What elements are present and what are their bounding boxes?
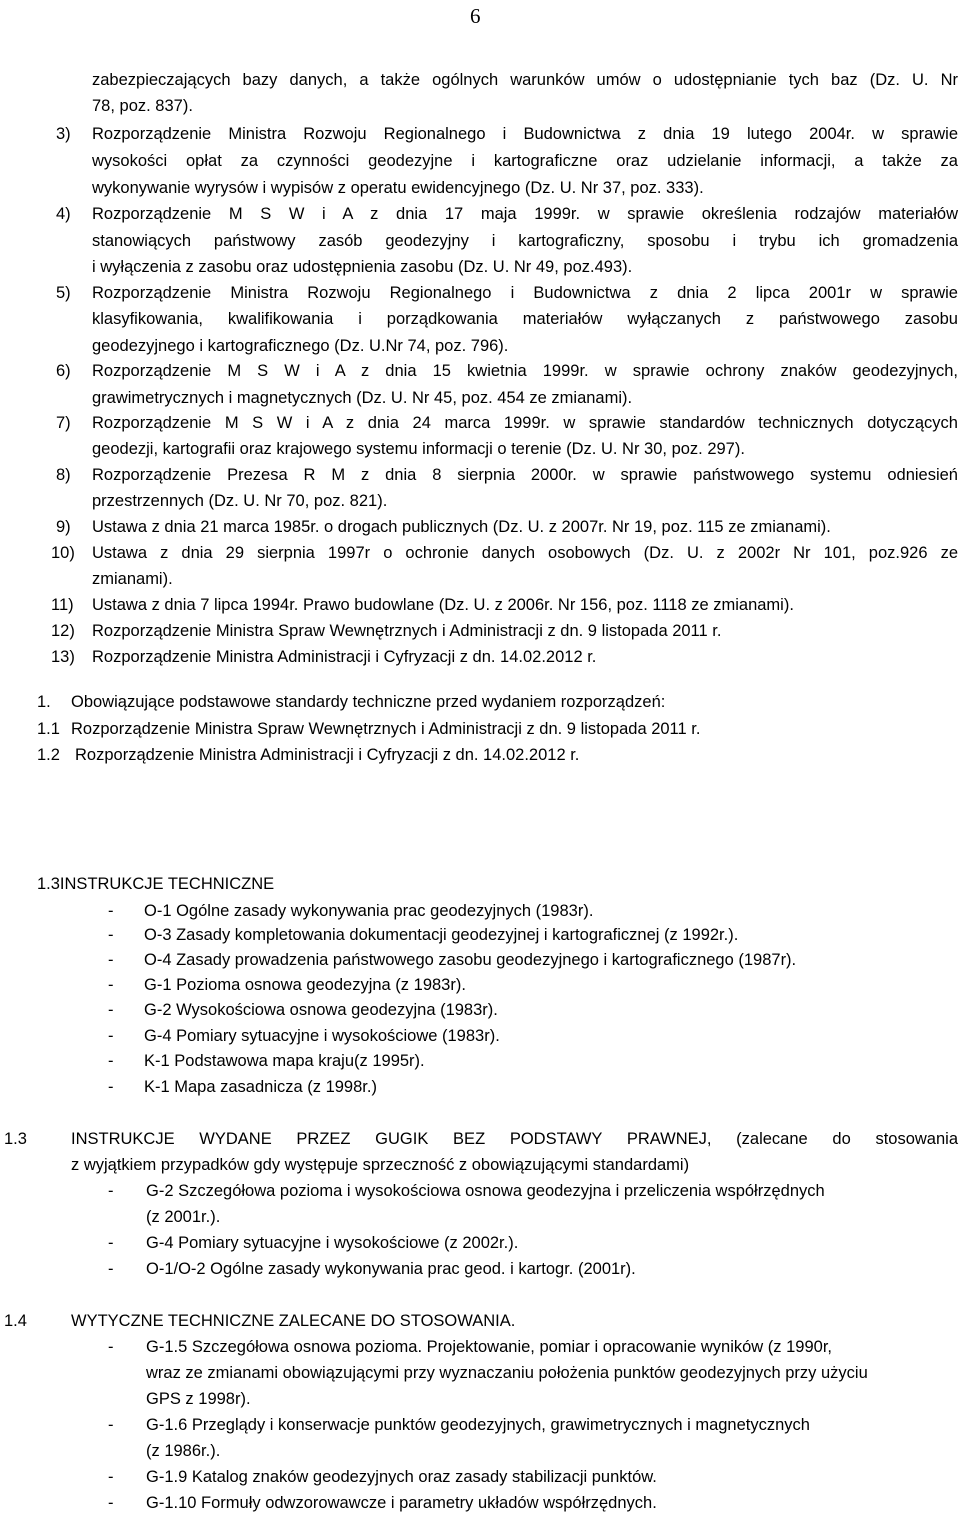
- bullet-dash: -: [108, 926, 114, 944]
- section-heading: INSTRUKCJE WYDANE PRZEZ GUGIK BEZ PODSTAWY PRAWNEJ, (zalecane do stosowania: [71, 1130, 958, 1148]
- bullet-dash: -: [108, 1468, 114, 1486]
- standard-item: Rozporządzenie Ministra Spraw Wewnętrznych i Administracji z dn. 9 listopada 2011 r.: [71, 720, 701, 738]
- list-item-line: Rozporządzenie Ministra Administracji i Cyfryzacji z dn. 14.02.2012 r.: [92, 648, 597, 666]
- list-item-line: wykonywanie wyrysów i wypisów z operatu ewidencyjnego (Dz. U. Nr 37, poz. 333).: [92, 179, 704, 197]
- list-item-line: geodezji, kartografii oraz krajowego systemu informacji o terenie (Dz. U. Nr 30, poz. 297).: [92, 440, 745, 458]
- bullet-dash: -: [108, 1027, 114, 1045]
- bullet-dash: -: [108, 1260, 114, 1278]
- list-number: 10): [51, 544, 75, 562]
- section-heading: WYTYCZNE TECHNICZNE ZALECANE DO STOSOWANIA.: [71, 1312, 516, 1330]
- list-item-line: zmianami).: [92, 570, 173, 588]
- list-item-line: klasyfikowania, kwalifikowania i porządkowania materiałów wyłączanych z państwowego zasobu: [92, 310, 958, 328]
- list-item-line: Rozporządzenie Ministra Spraw Wewnętrznych i Administracji z dn. 9 listopada 2011 r.: [92, 622, 722, 640]
- gugik-item-line: G-2 Szczegółowa pozioma i wysokościowa osnowa geodezyjna i przeliczenia współrzędnych: [146, 1182, 825, 1200]
- list-item-line: Rozporządzenie M S W i A z dnia 24 marca 1999r. w sprawie standardów technicznych dotyczących: [92, 414, 958, 432]
- list-item-line: grawimetrycznych i magnetycznych (Dz. U. Nr 45, poz. 454 ze zmianami).: [92, 389, 633, 407]
- list-item-line: Rozporządzenie M S W i A z dnia 15 kwietnia 1999r. w sprawie ochrony znaków geodezyjnych,: [92, 362, 958, 380]
- instruction-item: O-3 Zasady kompletowania dokumentacji geodezyjnej i kartograficznej (z 1992r.).: [144, 926, 739, 944]
- list-item-line: geodezyjnego i kartograficznego (Dz. U.Nr 74, poz. 796).: [92, 337, 509, 355]
- standard-item: Rozporządzenie Ministra Administracji i Cyfryzacji z dn. 14.02.2012 r.: [75, 746, 580, 764]
- guideline-item-line: wraz ze zmianami obowiązującymi przy wyznaczaniu położenia punktów geodezyjnych przy użyciu: [146, 1364, 868, 1382]
- section-number: 1.4: [4, 1312, 27, 1330]
- list-number: 4): [56, 205, 71, 223]
- list-item-line: Rozporządzenie Ministra Rozwoju Regionalnego i Budownictwa z dnia 2 lipca 2001r w sprawie: [92, 284, 958, 302]
- guideline-item-line: G-1.5 Szczegółowa osnowa pozioma. Projektowanie, pomiar i opracowanie wyników (z 1990r,: [146, 1338, 833, 1356]
- section-number: 1.3: [4, 1130, 27, 1148]
- list-item-line: wysokości opłat za czynności geodezyjne i kartograficzne oraz udzielanie informacji, a także za: [92, 152, 958, 170]
- bullet-dash: -: [108, 1494, 114, 1512]
- instruction-item: G-4 Pomiary sytuacyjne i wysokościowe (1983r).: [144, 1027, 500, 1045]
- section-number: 1.: [37, 693, 51, 711]
- list-item-line: stanowiących państwowy zasób geodezyjny i kartograficzny, sposobu i trybu ich gromadzenia: [92, 232, 958, 250]
- list-item-line: Rozporządzenie Prezesa R M z dnia 8 sierpnia 2000r. w sprawie państwowego systemu odniesień: [92, 466, 958, 484]
- gugik-item-line: G-4 Pomiary sytuacyjne i wysokościowe (z 2002r.).: [146, 1234, 519, 1252]
- guideline-item-line: GPS z 1998r).: [146, 1390, 251, 1408]
- bullet-dash: -: [108, 951, 114, 969]
- section-heading: 1.3INSTRUKCJE TECHNICZNE: [37, 875, 275, 893]
- list-item-line: Ustawa z dnia 7 lipca 1994r. Prawo budowlane (Dz. U. z 2006r. Nr 156, poz. 1118 ze zmianami).: [92, 596, 794, 614]
- gugik-item-line: O-1/O-2 Ogólne zasady wykonywania prac geod. i kartogr. (2001r).: [146, 1260, 636, 1278]
- bullet-dash: -: [108, 976, 114, 994]
- list-number: 7): [56, 414, 71, 432]
- instruction-item: O-4 Zasady prowadzenia państwowego zasobu geodezyjnego i kartograficznego (1987r).: [144, 951, 797, 969]
- list-number: 3): [56, 125, 71, 143]
- instruction-item: G-1 Pozioma osnowa geodezyjna (z 1983r).: [144, 976, 466, 994]
- bullet-dash: -: [108, 1001, 114, 1019]
- instruction-item: O-1 Ogólne zasady wykonywania prac geodezyjnych (1983r).: [144, 902, 594, 920]
- list-number: 5): [56, 284, 71, 302]
- guideline-item-line: G-1.6 Przeglądy i konserwacje punktów geodezyjnych, grawimetrycznych i magnetycznych: [146, 1416, 810, 1434]
- list-item-line: Rozporządzenie Ministra Rozwoju Regionalnego i Budownictwa z dnia 19 lutego 2004r. w sprawie: [92, 125, 958, 143]
- bullet-dash: -: [108, 1416, 114, 1434]
- list-number: 6): [56, 362, 71, 380]
- instruction-item: K-1 Mapa zasadnicza (z 1998r.): [144, 1078, 377, 1096]
- list-item-continuation-line: zabezpieczających bazy danych, a także ogólnych warunków umów o udostępnianie tych baz (Dz. U. Nr: [92, 71, 958, 89]
- section-number: 1.1: [37, 720, 60, 738]
- bullet-dash: -: [108, 1052, 114, 1070]
- guideline-item-line: G-1.10 Formuły odwzorowawcze i parametry układów współrzędnych.: [146, 1494, 657, 1512]
- section-number: 1.2: [37, 746, 60, 764]
- list-number: 8): [56, 466, 71, 484]
- bullet-dash: -: [108, 902, 114, 920]
- bullet-dash: -: [108, 1234, 114, 1252]
- section-heading-line: z wyjątkiem przypadków gdy występuje sprzeczność z obowiązującymi standardami): [71, 1156, 690, 1174]
- bullet-dash: -: [108, 1182, 114, 1200]
- list-number: 11): [51, 596, 74, 614]
- list-item-line: i wyłączenia z zasobu oraz udostępnienia zasobu (Dz. U. Nr 49, poz.493).: [92, 258, 633, 276]
- instruction-item: K-1 Podstawowa mapa kraju(z 1995r).: [144, 1052, 425, 1070]
- section-heading: Obowiązujące podstawowe standardy techniczne przed wydaniem rozporządzeń:: [71, 693, 666, 711]
- list-item-line: Ustawa z dnia 29 sierpnia 1997r o ochronie danych osobowych (Dz. U. z 2002r Nr 101, poz.926 ze: [92, 544, 958, 562]
- list-number: 13): [51, 648, 75, 666]
- gugik-item-line: (z 2001r.).: [146, 1208, 221, 1226]
- list-item-continuation-line: 78, poz. 837).: [92, 97, 193, 115]
- list-number: 12): [51, 622, 75, 640]
- list-number: 9): [56, 518, 71, 536]
- guideline-item-line: (z 1986r.).: [146, 1442, 221, 1460]
- bullet-dash: -: [108, 1338, 114, 1356]
- bullet-dash: -: [108, 1078, 114, 1096]
- list-item-line: Ustawa z dnia 21 marca 1985r. o drogach publicznych (Dz. U. z 2007r. Nr 19, poz. 115 ze zmianami).: [92, 518, 831, 536]
- list-item-line: Rozporządzenie M S W i A z dnia 17 maja 1999r. w sprawie określenia rodzajów materiałów: [92, 205, 958, 223]
- page-number: 6: [470, 4, 481, 28]
- list-item-line: przestrzennych (Dz. U. Nr 70, poz. 821).: [92, 492, 388, 510]
- instruction-item: G-2 Wysokościowa osnowa geodezyjna (1983r).: [144, 1001, 498, 1019]
- guideline-item-line: G-1.9 Katalog znaków geodezyjnych oraz zasady stabilizacji punktów.: [146, 1468, 657, 1486]
